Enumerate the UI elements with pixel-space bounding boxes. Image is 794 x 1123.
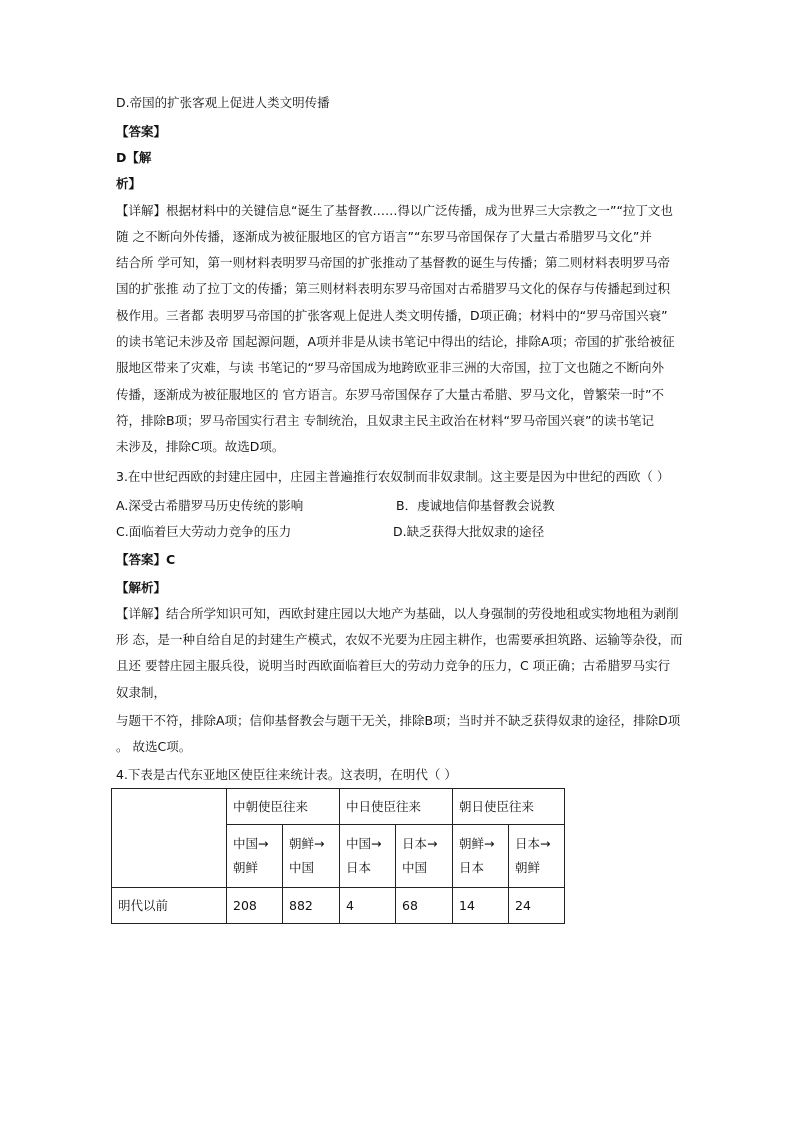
q2-explain-line: 国的扩张推 动了拉丁文的传播；第三则材料表明东罗马帝国对古希腊罗马文化的保存与传播起到过积 [116,281,670,296]
table-subheader: 中国→ 日本 [340,825,396,888]
table-subheader: 中国→ 朝鲜 [227,825,283,888]
table-cell: 882 [283,888,340,924]
q3-explain-line: 【详解】结合所学知识可知，西欧封建庄园以大地产为基础，以人身强制的劳役地租或实物地租为剥削 [116,606,679,621]
q3-explain-line: 。 故选C项。 [116,739,192,754]
table-subheader: 日本→ 中国 [396,825,453,888]
table-subheader: 朝鲜→ 中国 [283,825,340,888]
q2-explain-line: 结合所 学可知，第一则材料表明罗马帝国的扩张推动了基督教的诞生与传播；第二则材料表明罗马帝 [116,255,670,270]
q3-option-b: B．虔诚地信仰基督教会说教 [396,498,555,513]
table-row-label: 明代以前 [112,888,227,924]
q2-explain-line: 服地区带来了灾难，与读 书笔记的“罗马帝国成为地跨欧亚非三洲的大帝国，拉丁文也随之不断向外 [116,360,664,375]
q3-option-d: D.缺乏获得大批奴隶的途径 [393,524,545,539]
table-row [112,888,565,924]
q3-option-c: C.面临着巨大劳动力竞争的压力 [116,524,292,539]
q2-explain-line: 极作用。三者都 表明罗马帝国的扩张客观上促进人类文明传播，D项正确；材料中的“罗马帝国兴衰” [116,308,668,323]
table-group-header-row [112,789,565,825]
q2-explain-line: 传播，逐渐成为被征服地区的 官方语言。东罗马帝国保存了大量古希腊、罗马文化，曾繁荣一时”不 [116,387,664,402]
q3-option-a: A.深受古希腊罗马历史传统的影响 [116,498,304,513]
q2-answer-label: 【答案】 [116,124,167,139]
q2-explain-line: 【详解】根据材料中的关键信息“诞生了基督教……得以广泛传播，成为世界三大宗教之一”“拉丁文也 [116,203,673,218]
table-cell: 14 [453,888,509,924]
q3-explain-line: 且还 要替庄园主服兵役，说明当时西欧面临着巨大的劳动力竞争的压力，C 项正确；古希腊罗马实行 [116,658,671,673]
table-subheader: 日本→ 朝鲜 [509,825,565,888]
q2-explain-line: 符，排除B项；罗马帝国实行君主 专制统治，且奴隶主民主政治在材料“罗马帝国兴衰”的读书笔记 [116,413,655,428]
q3-stem: 3.在中世纪西欧的封建庄园中，庄园主普遍推行农奴制而非奴隶制。这主要是因为中世纪的西欧（ ） [116,469,670,484]
table-cell: 208 [227,888,283,924]
q2-explain-line: 的读书笔记未涉及帝 国起源问题，A项并非是从读书笔记中得出的结论，排除A项；帝国的扩张给被征 [116,334,675,349]
q3-explain-line: 与题干不符，排除A项；信仰基督教会与题干无关，排除B项；当时并不缺乏获得奴隶的途径，排除D项 [116,713,681,728]
q2-answer-line: D【解 [116,150,152,165]
q3-answer: 【答案】C [116,552,176,567]
table-group-header: 中朝使臣往来 [227,789,340,825]
table-cell: 68 [396,888,453,924]
q2-explain-line: 未涉及，排除C项。故选D项。 [116,439,285,454]
table-subheader: 朝鲜→ 日本 [453,825,509,888]
table-group-header: 中日使臣往来 [340,789,453,825]
table-corner-cell [112,789,227,888]
q3-analysis-label: 【解析】 [116,580,167,595]
q3-explain-line: 奴隶制， [116,685,167,700]
table-group-header: 朝日使臣往来 [453,789,565,825]
q2-explain-line: 随 之不断向外传播，逐渐成为被征服地区的官方语言”“东罗马帝国保存了大量古希腊罗马文化”并 [116,229,652,244]
table-cell: 4 [340,888,396,924]
table-cell: 24 [509,888,565,924]
q2-option-d: D.帝国的扩张客观上促进人类文明传播 [116,95,330,110]
envoy-stats-table [111,788,565,924]
q4-stem: 4.下表是古代东亚地区使臣往来统计表。这表明，在明代（ ） [116,767,457,782]
q3-explain-line: 形 态，是一种自给自足的封建生产模式，农奴不光要为庄园主耕作，也需要承担筑路、运输等杂役，而 [116,632,683,647]
q2-analysis-tail: 析】 [116,176,142,191]
